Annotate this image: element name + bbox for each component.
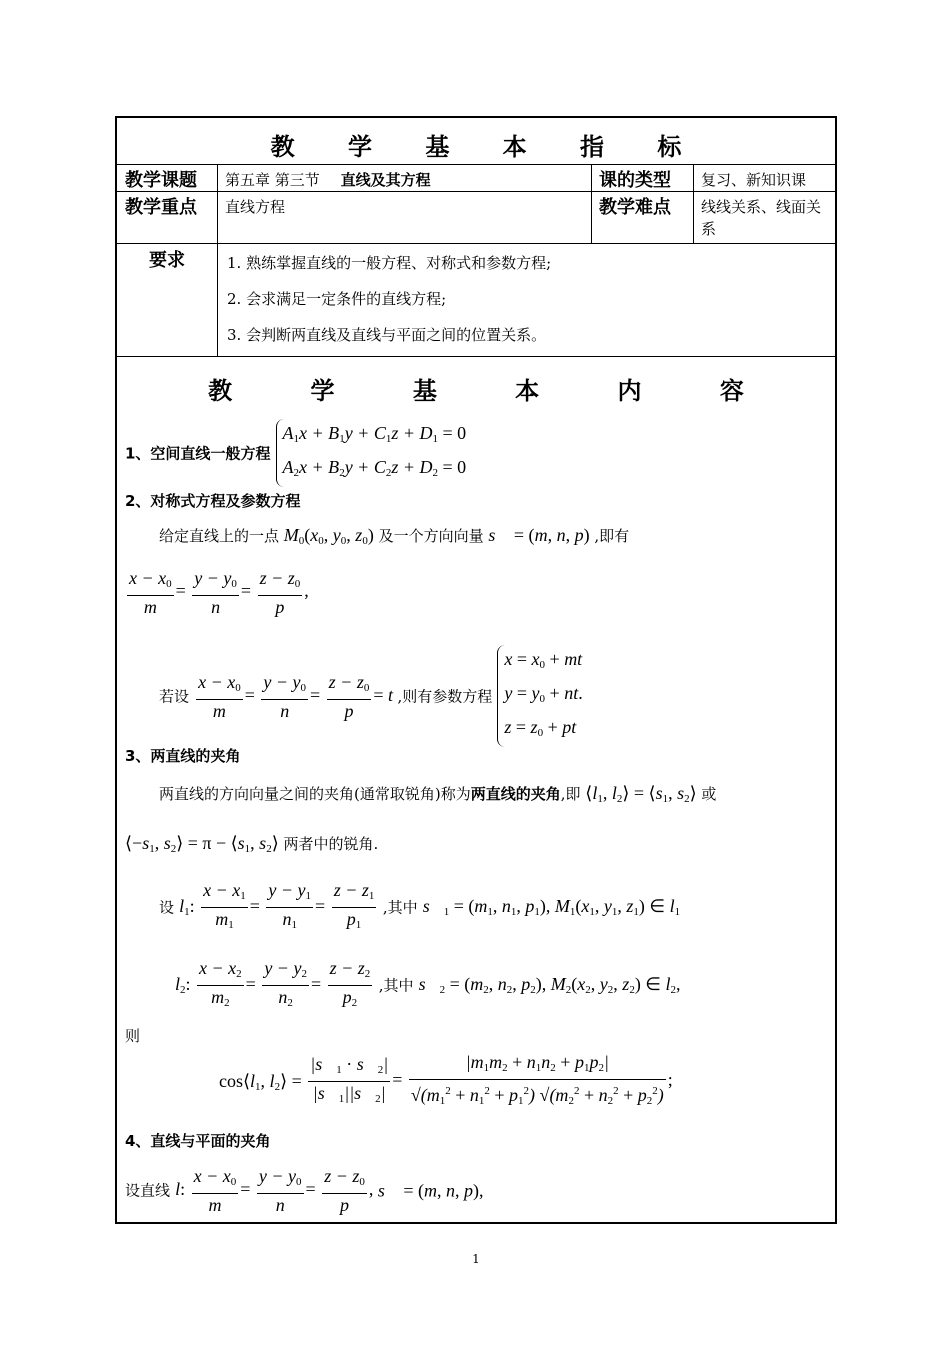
course-chapter: 第五章 第三节	[225, 171, 320, 189]
symmetric-equation: $\frac{x - x_0}{m}$ = $\frac{y - y_0}{n}$ = $\frac{z - z_0}{p}$ ,	[129, 568, 309, 617]
type-label: 课的类型	[599, 170, 671, 191]
parametric-equation: 若设 $\frac{x - x_0}{m}$ = $\frac{y - y_0}{n}$ = $\frac{z - z_0}{p}$ = t ,则有参数方程 $x = x_0$ + mt $y = y_0$ + nt. $z = z_0$ + pt	[159, 645, 583, 747]
title-char: 学	[347, 133, 372, 161]
s4-set-text: 设直线	[125, 1181, 171, 1200]
focus-row	[117, 192, 835, 244]
course-label: 教学课题	[125, 170, 197, 191]
section-2-intro: 给定直线上的一点 $M_0(x_0$, $y_0$, $z_0$) 及一个方向向量 s⃗ = (m, n, p) ,即有	[159, 525, 630, 547]
section-3-text-2: $⟨-s_1$, $s_2⟩ = \pi$ − $⟨s_1$, $s_2⟩$ 两者中的锐角.	[125, 833, 379, 855]
requirement-item: 1. 熟练掌握直线的一般方程、对称式和参数方程;	[227, 254, 552, 272]
course-row	[117, 165, 835, 192]
course-value	[217, 165, 591, 191]
content-title-char: 容	[719, 377, 744, 405]
requirement-item: 2. 会求满足一定条件的直线方程;	[227, 290, 447, 308]
requirements-row	[117, 244, 835, 357]
s2-param-text: ,则有参数方程	[397, 687, 493, 706]
table-title	[117, 127, 835, 162]
general-equation-system: $A_1x + B_1y + C_1z + D_1 = 0$ $A_2x + B_2y + C_2z + D_2 = 0$	[276, 419, 467, 487]
s3-then-text: 则	[125, 1027, 141, 1045]
requirement-item: 3. 会判断两直线及直线与平面之间的位置关系。	[227, 326, 547, 344]
s3-text: 或	[701, 785, 717, 803]
title-char: 本	[502, 133, 527, 161]
title-char: 指	[580, 133, 605, 161]
content-title-char: 本	[515, 377, 540, 405]
section-3-text: 两直线的方向向量之间的夹角(通常取锐角)称为两直线的夹角,即 $⟨l_1$, $l_2⟩$ = $⟨s_1$, $s_2⟩$ 或	[159, 783, 717, 805]
angle-cosine-formula: $\cos⟨l_1$, $l_2⟩$ = $\frac{|s⃗_1 \cdot s⃗_2|}{|s⃗_1||s⃗_2|}$ = $\frac{|m_1m_2 + n_1n_2 + p_1p_2|}{√(m_1^2 + n_1^2 + p_1^2) √(m_2^2 + n_2^2 + p_2^2)}$ ;	[219, 1052, 673, 1107]
line-l1-definition: 设 $l_1$: $\frac{x - x_1}{m_1}$ = $\frac{y - y_1}{n_1}$ = $\frac{z - z_1}{p_1}$ ,其中 $s⃗_1 = (m_1$, $n_1$, $p_1$), $M_1(x_1$, $y_1$, $z_1$) ∈ $l_1$	[159, 880, 681, 931]
section-3-title: 3、两直线的夹角	[125, 747, 241, 765]
s2-intro-text: 给定直线上的一点	[159, 527, 280, 545]
content-title-char: 学	[310, 377, 335, 405]
s3-text: 两者中的锐角.	[283, 835, 379, 853]
s2-intro-text: 及一个方向向量	[378, 527, 484, 545]
section-2-title: 2、对称式方程及参数方程	[125, 492, 301, 510]
focus-value: 直线方程	[225, 198, 286, 216]
content-title-char: 内	[617, 377, 642, 405]
s2-intro-text: ,即有	[594, 527, 630, 545]
title-char: 标	[657, 133, 682, 161]
lesson-plan-table	[115, 116, 837, 1224]
focus-label: 教学重点	[125, 197, 197, 218]
s3-where-text: ,其中	[378, 976, 414, 995]
requirements-label: 要求	[149, 250, 185, 271]
s3-text: 两直线的方向向量之间的夹角(通常取锐角)称为	[159, 785, 471, 803]
section-1	[125, 419, 466, 487]
s3-set-text: 设	[159, 898, 175, 917]
s3-text: ,即	[560, 785, 581, 803]
section-1-title: 1、空间直线一般方程	[125, 444, 271, 463]
content-title-char: 基	[412, 377, 437, 405]
content-area	[117, 357, 835, 1222]
difficulty-label: 教学难点	[599, 197, 671, 218]
section-4-title: 4、直线与平面的夹角	[125, 1132, 271, 1150]
s2-param-text: 若设	[159, 687, 190, 706]
content-title-char: 教	[208, 377, 233, 405]
title-char: 基	[425, 133, 450, 161]
type-value: 复习、新知识课	[701, 171, 807, 189]
s3-text-bold: 两直线的夹角	[470, 785, 561, 803]
line-l2-definition: $l_2$: $\frac{x - x_2}{m_2}$ = $\frac{y - y_2}{n_2}$ = $\frac{z - z_2}{p_2}$ ,其中 $s⃗_2 = (m_2$, $n_2$, $p_2$), $M_2(x_2$, $y_2$, $z_2$) ∈ $l_2$,	[175, 958, 681, 1009]
title-char: 教	[270, 133, 295, 161]
course-topic: 直线及其方程	[340, 171, 431, 189]
s3-where-text: ,其中	[382, 898, 418, 917]
content-title	[117, 371, 835, 406]
difficulty-value: 线线关系、线面关系	[701, 198, 822, 238]
page-number: 1	[472, 1252, 480, 1266]
line-plane-definition: 设直线 l: $\frac{x - x_0}{m}$ = $\frac{y - y_0}{n}$ = $\frac{z - z_0}{p}$ , s⃗ = (m, n, p),	[125, 1166, 484, 1215]
requirements-list	[217, 244, 835, 356]
title-row	[117, 118, 835, 165]
